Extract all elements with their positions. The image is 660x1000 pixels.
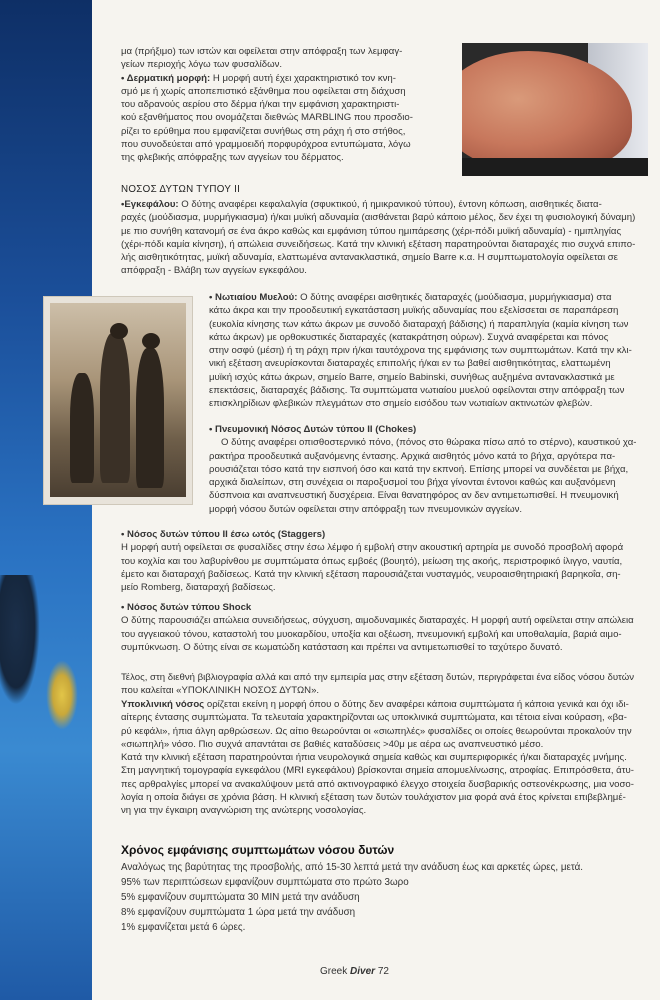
page-footer [320, 966, 389, 977]
diver-silhouette [0, 575, 40, 705]
chokes-title: • Πνευμονική Νόσος Δυτών τύπου II (Chokes) [209, 424, 417, 435]
onset-line: 95% των περιπτώσεων εμφανίζουν συμπτώματα στο πρώτο 3ωρο [121, 877, 409, 888]
historic-divers-photo [43, 296, 193, 505]
intro-text: μα (πρήξιμο) των ιστών και οφείλεται στην απόφραξη των λεμφαγ- γείων περιοχής λόγω των φυσαλίδων. • Δερματική μορφή: Η μορφή αυτή έχει χαρακτηριστικό τον κνη- σμό με ή χωρίς αποπεπιστικό εξάνθημα που οφείλεται στη διάχυση του αδρανούς αερίου στο δέρμα ή/και την εμφάνιση χαρακτηριστι- κού εξανθήματος που ονομάζεται διεθνώς MARBLING που προσδιο- ρίζει το ερύθημα που εμφανίζεται συνήθως στη ράχη ή στο στήθος, που συνοδεύεται από γραμμοειδή πορφυρόχροα εντυπώματα, λόγω της φλεβικής απόφραξης των αγγείων του δέρματος. [121, 46, 413, 164]
staggers-paragraph: • Νόσος δυτών τύπου II έσω ωτός (Staggers) Η μορφή αυτή οφείλεται σε φυσαλίδες στην έσω λέμφο ή εμβολή στην ακουστική αρτηρία με συνοδό προσβολή αφορά του κοχλία και του λαβυρίνθου με συμπτώματα όπως εμβοές (βουητό), μείωση της ακοής, περιστροφικό ίλιγγο, ναυτία, έμετο και διαταραχή βαδίσεως. Κατά την κλινική εξέταση παρουσιάζεται νυσταγμός, νευροαισθητηριακή βαρηκοΐα, ση- μείο Romberg, διαταραχή βαδίσεως. [121, 528, 648, 594]
section-heading-type2: ΝΟΣΟΣ ΔΥΤΩΝ ΤΥΠΟΥ II [121, 184, 241, 195]
onset-line: 1% εμφανίζεται μετά 6 ώρες. [121, 922, 246, 933]
shock-paragraph: • Νόσος δυτών τύπου Shock Ο δύτης παρουσιάζει απώλεια συνειδήσεως, σύγχυση, αιμοδυναμικές διαταραχές. Η μορφή αυτή οφείλεται στην απώλεια του αγγειακού τόνου, καταστολή του μυοκαρδίου, υποξία και οξέωση, πνευμονική εμβολή και υποθαλαμία, βαριά αιμο- συμπύκνωση. Ο δύτης είναι σε κωματώδη κατάσταση και πρέπει να αντιμετωπισθεί το ταχύτερο δυνατό. [121, 601, 648, 654]
page-number: 72 [377, 966, 389, 977]
onset-list [121, 860, 648, 935]
shock-title: • Νόσος δυτών τύπου Shock [121, 602, 252, 613]
footer-brand-a: Greek [320, 966, 348, 977]
chokes-paragraph: • Πνευμονική Νόσος Δυτών τύπου II (Chokes) Ο δύτης αναφέρει οπισθοστερνικό πόνο, (πόνος στο θώρακα πίσω από το στέρνο), καυστικού χα- ρακτήρα προοδευτικά αυξανόμενης έντασης. Αρχικά αισθητός μόνο κατά το βήχα, αργότερα πα- ρουσιάζεται τόσο κατά την εισπνοή όσο και κατά την εκπνοή. Επίσης μπορεί να συνδέεται με βήχα, αρχικά διαλείπων, στη συνέχεια οι παροξυσμοί του βήχα γίνονται έντονοι καθώς και αυξανόμενη δύσπνοια και αναπνευστική δυσχέρεια. Είναι θανατηφόρος αν δεν αντιμετωπισθεί. Η πνευμονική μορφή νόσου δυτών οφείλεται στην απόφραξη των πνευμονικών αγγείων. [209, 423, 649, 516]
onset-heading: Χρόνος εμφάνισης συμπτωμάτων νόσου δυτών [121, 843, 395, 857]
brain-paragraph: •Εγκεφάλου: Ο δύτης αναφέρει κεφαλαλγία (σφυκτικού, ή ημικρανικού τύπου), έντονη κόπωση, αισθητικές διατα- ραχές (μούδιασμα, μυρμήγκιασμα) ή/και μυϊκή αδυναμία (αισθάνεται βαρύ κάποιο μέλος, δεν έχει τη φυσιολογική δύναμη) με πιο συνήθη κατανομή σε ένα άκρο καθώς και εμφάνιση τύπου ημιπάρεσης (χέρι-πόδι μυϊκή αδυναμία) - ημιπληγίας (χέρι-πόδι καμία κίνηση), ή απώλεια συνειδήσεως. Κατά την κλινική εξέταση παρατηρούνται διαταραχές πιο συχνά επιπο- λής αισθητικότητας, μυϊκή αδυναμία, ελαττωμένα αντανακλαστικά, σημείο Barre κ.α. Η συμπτωματολογία οφείλεται σε απόφραξη - Βλάβη των αγγείων εγκεφάλου. [121, 199, 636, 277]
brain-title: •Εγκεφάλου: [121, 199, 179, 210]
footer-brand-b: Diver [350, 966, 376, 977]
subclinical-title: Υποκλινική νόσος [121, 699, 205, 710]
spinal-paragraph: • Νωτιαίου Μυελού: Ο δύτης αναφέρει αισθητικές διαταραχές (μούδιασμα, μυρμήγκιασμα) στα κάτω άκρα και την προοδευτική εγκατάσταση μυϊκής αδυναμίας που εξελίσσεται σε παραπάρεση (ευκολία κίνησης των κάτω άκρων με συνοδό διαταραχή βάδισης) ή παραπληγία (καμία κίνηση των κάτω άκρων) με ορθοκυστικές διαταραχές (κατακράτηση ούρων). Συχνά αναφέρεται και πόνος στην οσφύ (μέση) ή τη ράχη πριν ή/και ταυτόχρονα της εμφάνισης των συμπτωμάτων. Κατά την κλι- νική εξέταση ανευρίσκονται διαταραχές επιπολής ή/και εν τω βαθεί αισθητικότητας, ελαττωμένη μυϊκή ισχύς κάτω άκρων, σημείο Barre, σημείο Babinski, συνήθως αυξημένα αντανακλαστικά με επεκτάσεις, διαταραχές βάδισης. Τα συμπτώματα νωτιαίου μυελού οφείλονται στην απόφραξη των επισκληρίδιων φλεβικών πλεγμάτων στο σημείο εισόδου των νωτιαίων ακτινωτών φλεβών. [209, 292, 632, 410]
conclusion-paragraph: Τέλος, στη διεθνή βιβλιογραφία αλλά και από την εμπειρία μας στην εξέταση δυτών, περιγράφεται ένα είδος νόσου δυτών που καλείται «ΥΠΟΚΛΙΝΙΚΗ ΝΟΣΟΣ ΔΥΤΩΝ». [121, 672, 635, 697]
spinal-title: • Νωτιαίου Μυελού: [209, 292, 298, 303]
skin-form-title: • Δερματική μορφή: [121, 72, 211, 84]
onset-line: Αναλόγως της βαρύτητας της προσβολής, από 15-30 λεπτά μετά την ανάδυση έως και αρκετές ώρες, μετά. [121, 862, 583, 873]
diver-tank [46, 660, 78, 730]
skin-marbling-photo [462, 43, 648, 176]
onset-line: 8% εμφανίζουν συμπτώματα 1 ώρα μετά την ανάδυση [121, 907, 356, 918]
subclinical-paragraph: Υποκλινική νόσος ορίζεται εκείνη η μορφή όπου ο δύτης δεν αναφέρει κάποια συμπτώματα ή κάποια γενικά και όχι ιδι- αίτερης έντασης συμπτώματα. Τα τελευταία χαρακτηρίζονται ως υποκλινικά συμπτώματα, και τέτοια είναι κούραση, «βα- ρύ κεφάλι», ήπια άλγη αρθρώσεων. Ως αίτιο θεωρούνται οι «σιωπηλές» φυσαλίδες οι οποίες θεωρούνται προκαλούν την «σιωπηλή» νόσο. Πιο συχνά απαντάται σε βαθιές καταδύσεις >40μ με αέρα ως αναπνευστικό μέσο. Κατά την κλινική εξέταση παρατηρούνται ήπια νευρολογικά σημεία καθώς και συμπεριφορικές ή/και διαταραχές μνήμης. Στη μαγνητική τομογραφία εγκεφάλου (MRI εγκεφάλου) βρίσκονται σημεία απομυελίνωσης, ατροφίας. Επιπρόσθετα, άτυ- πες αρθραλγίες μπορεί να ανακαλύψουν μετά από ακτινογραφικό έλεγχο στοιχεία δυσβαρικής οστεονέκρωσης, μια νοσο- λογία η οποία διάγει σε χρόνια βάση. Η κλινική εξέταση των δυτών τουλάχιστον μια φορά ανά έτος κρίνεται επιβεβλημέ- νη για την έγκαιρη αναγνώριση της ανώτερης νοσολογίας. [121, 699, 634, 817]
onset-line: 5% εμφανίζουν συμπτώματα 30 MIN μετά την ανάδυση [121, 892, 360, 903]
staggers-title: • Νόσος δυτών τύπου II έσω ωτός (Staggers) [121, 529, 326, 540]
